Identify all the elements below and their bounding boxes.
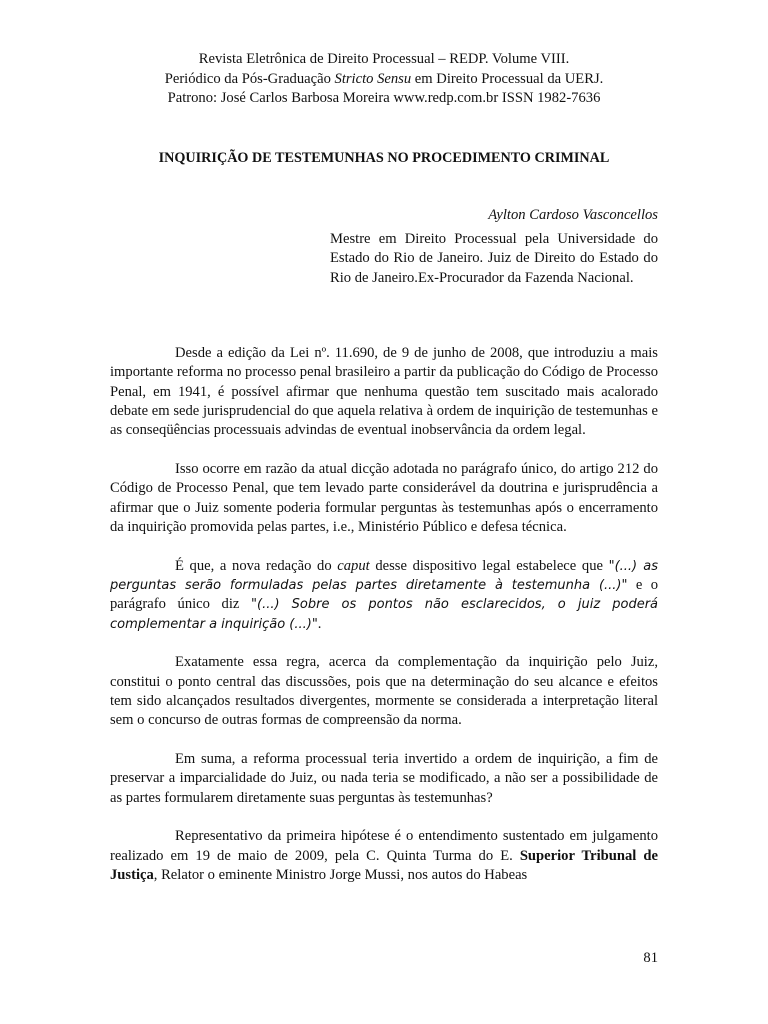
p3-caput: caput (337, 557, 370, 574)
paragraph-2: Isso ocorre em razão da atual dicção adotada no parágrafo único, do artigo 212 do Código de Processo Penal, que tem levado parte considerável da doutrina e jurisprudência a afirmar que o Juiz somente poderia formular perguntas às testemunhas após o encerramento da inquirição promovida pelas partes, i.e., Ministério Público e defesa técnica. (110, 460, 658, 535)
p3-text-c: e o parágrafo único diz (110, 576, 658, 613)
paragraph-4: Exatamente essa regra, acerca da complementação da inquirição pelo Juiz, constitui o ponto central das discussões, pois que na determinação do seu alcance e efeitos tem sido alcançados resultados divergentes, mormente se considerada a interpretação literal sem o concurso de outras formas de compreensão da norma. (110, 654, 658, 729)
p6-court-name: Superior Tribunal de Justiça (110, 847, 658, 884)
p6-text-b: , Relator o eminente Ministro Jorge Mussi, nos autos do Habeas (153, 867, 528, 884)
author-affiliation: Mestre em Direito Processual pela Universidade do Estado do Rio de Janeiro. Juiz de Direito do Estado do Rio de Janeiro.Ex-Procurador da Fazenda Nacional. (330, 231, 658, 286)
paragraph-1: Desde a edição da Lei nº. 11.690, de 9 de junho de 2008, que introduziu a mais importante reforma no processo penal brasileiro a partir da publicação do Código de Processo Penal, em 1941, é possível afirmar que nenhuma questão tem suscitado mais acalorado debate em sede jurisprudencial do que aquela relativa à ordem de inquirição de testemunhas e as conseqüências processuais advindas de eventual inobservância da ordem legal. (110, 345, 658, 439)
header-line-1: Revista Eletrônica de Direito Processual – REDP. Volume VIII. (198, 51, 570, 67)
p6-text-a: Representativo da primeira hipótese é o entendimento sustentado em julgamento realizado em 19 de maio de 2009, pela C. Quinta Turma do E. (110, 828, 658, 864)
journal-header (0, 50, 768, 109)
header-line-2-italic: Stricto Sensu (334, 70, 412, 87)
article-title: INQUIRIÇÃO DE TESTEMUNHAS NO PROCEDIMENTO CRIMINAL (158, 150, 610, 166)
paragraph-5: Em suma, a reforma processual teria invertido a ordem de inquirição, a fim de preservar a imparcialidade do Juiz, ou nada teria se modificado, a não ser a possibilidade de as partes formularem diretamente suas perguntas às testemunhas? (110, 751, 658, 806)
header-line-2 (0, 70, 768, 90)
header-line-2-part-a: Periódico da Pós-Graduação (164, 70, 335, 87)
p3-text-d: . (317, 615, 322, 632)
p3-quote-2: "(...) Sobre os pontos não esclarecidos, o juiz poderá complementar a inquirição (...)" (110, 597, 659, 632)
author-name: Aylton Cardoso Vasconcellos (488, 207, 658, 223)
paragraph-3 (110, 557, 658, 634)
paragraph-6 (110, 827, 658, 885)
p3-quote-1: "(...) as perguntas serão formuladas pelas partes diretamente à testemunha (...)" (110, 558, 658, 593)
p3-text-b: desse dispositivo legal estabelece que (369, 557, 609, 574)
header-line-2-part-b: em Direito Processual da UERJ. (411, 70, 604, 87)
header-line-3: Patrono: José Carlos Barbosa Moreira www.redp.com.br ISSN 1982-7636 (167, 90, 601, 106)
p3-text-a: É que, a nova redação do (175, 557, 338, 574)
article-body (110, 344, 658, 905)
page-number: 81 (643, 950, 658, 966)
